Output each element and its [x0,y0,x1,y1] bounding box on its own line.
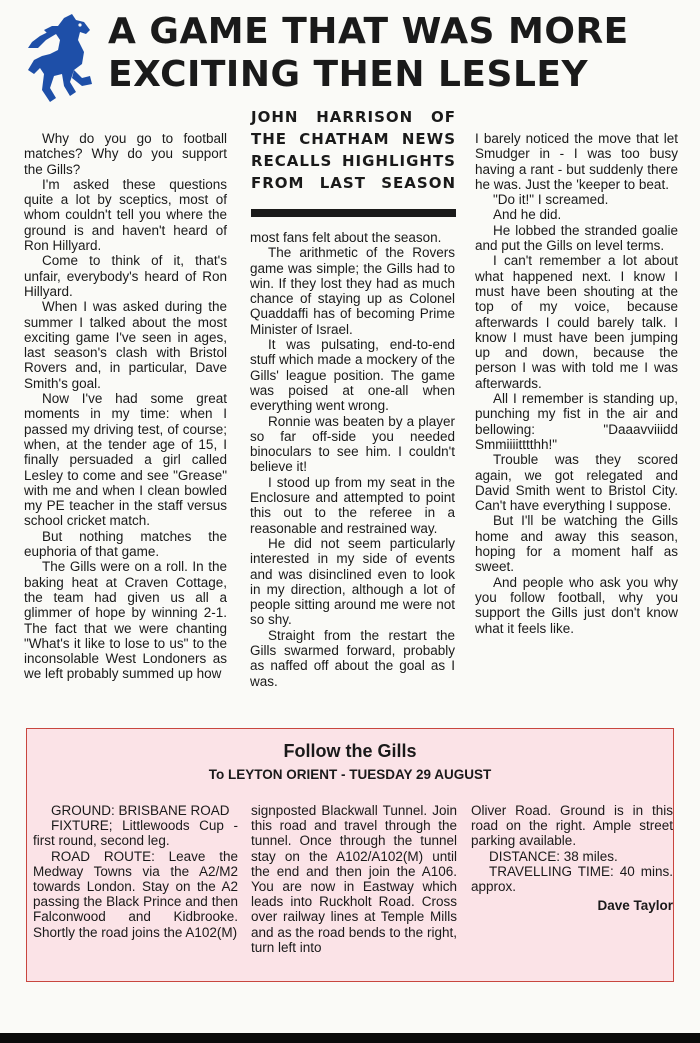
paragraph: most fans felt about the season. [250,230,442,245]
paragraph: FIXTURE; Littlewoods Cup - first round, second leg. [33,818,238,849]
paragraph: And people who ask you why you follow football, why you support the Gills just don't know what it feels like. [475,574,678,636]
paragraph: It was pulsating, end-to-end stuff which made a mockery of the Gills' league position. The game was poised at one-all when everything went wrong. [250,337,455,414]
box-title: Follow the Gills [283,741,417,761]
paragraph: Now I've had some great moments in my time: when I passed my driving test, of course; when, at the tender age of 15, I finally persuaded a girl called Lesley to come and see "Grease" with me and when I clean bowled my PE teacher in the staff versus school cricket match. [24,391,227,529]
article-column-1 [24,131,227,682]
paragraph: I can't remember a lot about what happened next. I know I must have been shouting at the top of my voice, because afterwards I could barely talk. I know I must have been jumping up and down, because the person I was with told me I was afterwards. [475,253,678,391]
rampant-horse-icon [20,12,100,104]
paragraph: Ronnie was beaten by a player so far off-side you needed binoculars to see him. I couldn't believe it! [250,413,455,475]
subheading-line: RECALLS HIGHLIGHTS [251,152,456,170]
subheading-line: FROM LAST SEASON [251,174,456,192]
paragraph: But nothing matches the euphoria of that game. [24,528,227,560]
page-bottom-bar [0,1033,700,1043]
headline-line-2: EXCITING THEN LESLEY [108,54,589,95]
paragraph: When I was asked during the summer I talked about the most exciting game I've seen in ages, last season's clash with Bristol Rovers and, in particular, Dave Smith's goal. [24,299,227,391]
divider [251,209,456,217]
paragraph: The arithmetic of the Rovers game was simple; the Gills had to win. If they lost they had as much chance of staying up as Colonel Quaddaffi has of becoming Prime Minister of Israel. [250,245,455,337]
paragraph: The Gills were on a roll. In the baking heat at Craven Cottage, the team had given us all a glimmer of hope by winning 2-1. The fact that we were chanting "What's it like to lose to us" to the inconsolable West Londoners as we left probably summed up how [24,559,227,682]
paragraph: ROAD ROUTE: Leave the Medway Towns via the A2/M2 towards London. Stay on the A2 passing the Black Prince and then Falconwood and Kidbrooke. Shortly the road joins the A102(M) [33,848,238,940]
byline: Dave Taylor [597,898,673,914]
paragraph: But I'll be watching the Gills home and away this season, hoping for a moment half as sweet. [475,513,678,575]
subheading-line: JOHN HARRISON OF [251,108,456,126]
article-column-3 [475,131,678,636]
subheading [251,106,456,194]
box-column-3 [471,803,673,913]
headline [108,10,698,96]
headline-line-1: A GAME THAT WAS MORE [108,11,629,52]
box-subtitle: To LEYTON ORIENT - TUESDAY 29 AUGUST [208,767,492,782]
paragraph: He lobbed the stranded goalie and put the Gills on level terms. [475,222,678,254]
paragraph: Why do you go to football matches? Why do you support the Gills? [24,131,227,177]
paragraph: All I remember is standing up, punching my fist in the air and bellowing: "Daaavviiidd Smmiiiitttthh!" [475,391,678,452]
paragraph: I'm asked these questions quite a lot by sceptics, most of whom couldn't tell you where the ground is and haven't heard of Ron Hillyard. [24,176,227,254]
paragraph: Oliver Road. Ground is in this road on the right. Ample street parking available. [471,803,673,849]
paragraph: He did not seem particularly interested in my side of events and was disinclined even to look in my direction, although a lot of people sitting around me were not so shy. [250,535,455,628]
paragraph: Straight from the restart the Gills swarmed forward, probably as naffed off about the goal as I was. [250,627,455,689]
paragraph: I barely noticed the move that let Smudger in - I was too busy having a rant - but suddenly there he was. Just the 'keeper to beat. [475,131,678,192]
paragraph: GROUND: BRISBANE ROAD [51,803,230,818]
paragraph: signposted Blackwall Tunnel. Join this road and travel through the tunnel. Once through the tunnel stay on the A102/A102(M) until the end and then join the A106. You are now in Eastway which leads into Ruckholt Road. Cross over railway lines at Temple Mills and as the road bends to the right, turn left into [251,803,457,955]
subheading-line: THE CHATHAM NEWS [251,130,456,148]
box-column-1 [33,803,238,940]
paragraph: TRAVELLING TIME: 40 mins. approx. [471,863,673,895]
box-column-2 [251,803,457,955]
follow-the-gills-box [26,728,674,982]
paragraph: Come to think of it, that's unfair, everybody's heard of Ron Hillyard. [24,253,227,299]
paragraph: Trouble was they scored again, we got relegated and David Smith went to Bristol City. Can't have everything I suppose. [475,452,678,514]
paragraph: DISTANCE: 38 miles. [489,848,618,864]
paragraph: And he did. [493,207,562,223]
paragraph: I stood up from my seat in the Enclosure and attempted to point this out to the referee in a reasonable and restrained way. [250,474,455,536]
article-column-2 [250,230,455,689]
paragraph: "Do it!" I screamed. [493,192,609,208]
